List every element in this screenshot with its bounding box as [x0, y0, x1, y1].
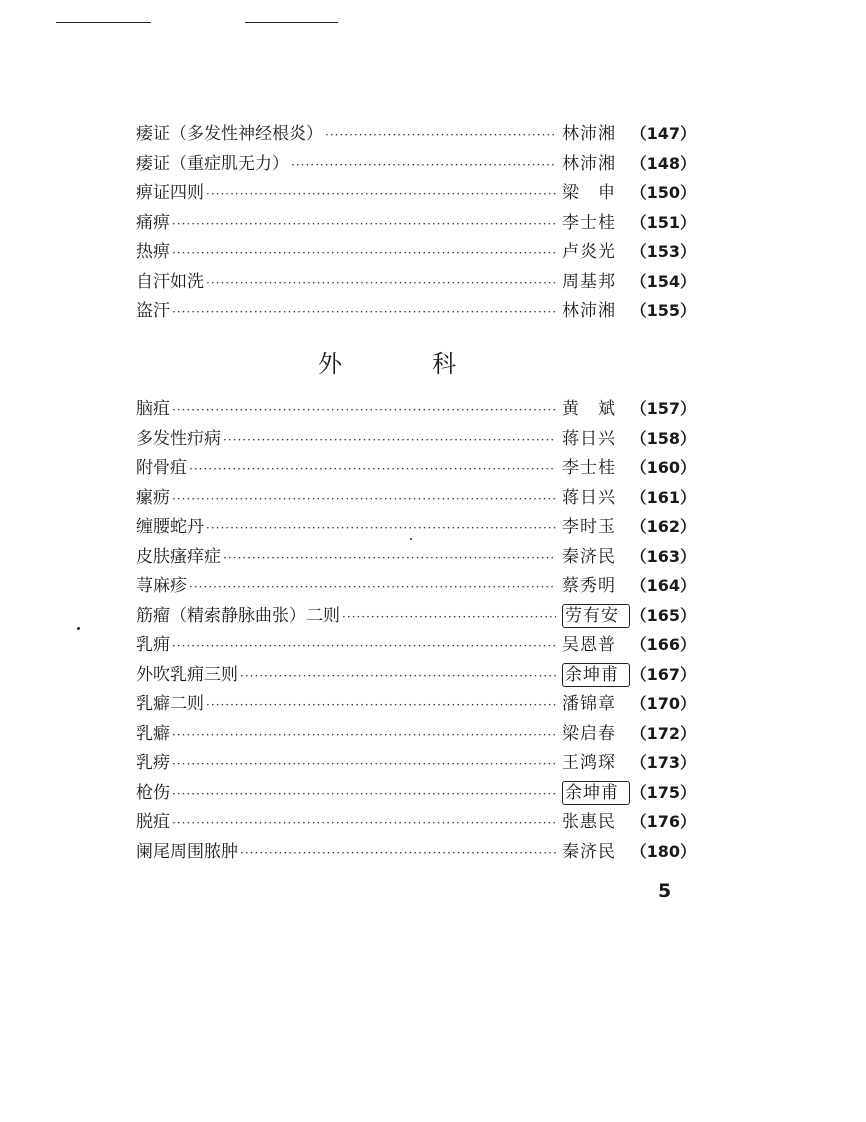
- section-heading-char-1: 外: [318, 350, 344, 378]
- toc-entry-title: 盗汗: [136, 301, 170, 321]
- toc-entry-page: （172）: [630, 723, 696, 743]
- toc-entry-title: 乳癖二则: [136, 694, 204, 714]
- toc-entry-leader-dots: [206, 514, 556, 544]
- toc-entry-page: （173）: [630, 753, 696, 772]
- toc-surgery: [136, 394, 696, 866]
- toc-entry-author: 李士桂: [562, 212, 616, 233]
- toc-entry-leader-dots: [172, 210, 556, 240]
- toc-entry-leader-dots: [172, 750, 556, 780]
- toc-entry-author: 蒋日兴: [562, 487, 616, 508]
- toc-entry-leader-dots: [342, 603, 556, 633]
- toc-entry-page: （162）: [630, 517, 696, 536]
- toc-entry: [136, 178, 696, 208]
- toc-entry-page: （170）: [630, 694, 696, 713]
- toc-entry-title: 乳痨: [136, 753, 170, 773]
- toc-entry-page: （158）: [630, 428, 696, 448]
- toc-entry-author: 林沛湘: [562, 301, 616, 321]
- toc-entry: [136, 296, 696, 326]
- toc-entry-title: 阑尾周围脓肿: [136, 841, 238, 862]
- toc-entry-title: 痿证（多发性神经根炎）: [136, 124, 323, 144]
- toc-entry: [136, 267, 696, 297]
- toc-entry-leader-dots: [189, 455, 556, 485]
- toc-entry-page: （161）: [630, 487, 696, 507]
- toc-entry-leader-dots: [291, 151, 556, 181]
- toc-entry-title: 多发性疖病: [136, 428, 221, 449]
- toc-entry-page: （153）: [630, 242, 696, 261]
- toc-entry-page: （180）: [630, 841, 696, 861]
- toc-entry-author: 周基邦: [562, 271, 616, 292]
- top-rule-left: [56, 22, 151, 23]
- toc-entry-author: 秦济民: [562, 841, 616, 862]
- toc-entry-title: 脑疽: [136, 399, 170, 419]
- toc-entry-leader-dots: [223, 544, 556, 574]
- toc-entry-author: 吴恩普: [562, 635, 616, 655]
- toc-entry-title: 痿证（重症肌无力）: [136, 153, 289, 174]
- toc-entry-leader-dots: [325, 121, 556, 151]
- toc-entry-author: 张惠民: [562, 812, 616, 832]
- toc-entry-title: 乳癖: [136, 723, 170, 744]
- toc-entry-leader-dots: [206, 269, 556, 299]
- toc-entry-title: 枪伤: [136, 782, 170, 803]
- toc-entry-title: 皮肤瘙痒症: [136, 546, 221, 567]
- toc-entry-leader-dots: [172, 632, 556, 662]
- toc-entry-page: （151）: [630, 212, 696, 232]
- toc-entry: [136, 453, 696, 483]
- toc-entry: [136, 149, 696, 179]
- toc-entry-leader-dots: [172, 298, 556, 328]
- toc-entry-page: （163）: [630, 546, 696, 566]
- toc-entry-title: 热痹: [136, 242, 170, 262]
- toc-entry-leader-dots: [172, 396, 556, 426]
- toc-entry-leader-dots: [172, 721, 556, 751]
- toc-entry-page: （164）: [630, 576, 696, 595]
- toc-entry-page: （157）: [630, 399, 696, 418]
- toc-entry: [136, 719, 696, 749]
- toc-entry-title: 瘰疬: [136, 487, 170, 508]
- toc-entry-leader-dots: [206, 180, 556, 210]
- toc-entry-title: 荨麻疹: [136, 576, 187, 596]
- toc-entry-leader-dots: [206, 691, 556, 721]
- toc-entry-author: 潘锦章: [562, 694, 616, 714]
- toc-entry-page: （147）: [630, 124, 696, 143]
- toc-entry: [136, 660, 696, 690]
- section-heading-char-2: 科: [432, 350, 458, 378]
- toc-entry-leader-dots: [172, 485, 556, 515]
- toc-entry-title: 乳痈: [136, 635, 170, 655]
- toc-entry-title: 痛痹: [136, 212, 170, 233]
- toc-entry-page: （166）: [630, 635, 696, 654]
- toc-entry-page: （165）: [630, 605, 696, 625]
- toc-entry: [136, 119, 696, 149]
- toc-entry-author: 蒋日兴: [562, 428, 616, 449]
- toc-entry: [136, 601, 696, 631]
- toc-entry-leader-dots: [172, 809, 556, 839]
- toc-entry-page: （148）: [630, 153, 696, 173]
- toc-entry: [136, 237, 696, 267]
- toc-entry: [136, 424, 696, 454]
- scan-speck: [410, 538, 412, 540]
- toc-entry-title: 自汗如洗: [136, 271, 204, 292]
- toc-entry-leader-dots: [240, 839, 556, 869]
- toc-internal-medicine-continued: [136, 119, 696, 326]
- toc-entry: [136, 689, 696, 719]
- toc-entry-leader-dots: [172, 239, 556, 269]
- toc-entry-page: （175）: [630, 782, 696, 802]
- top-rule-right: [245, 22, 338, 23]
- toc-entry: [136, 571, 696, 601]
- toc-entry-author: 梁启春: [562, 723, 616, 744]
- section-heading-surgery: [318, 344, 458, 379]
- toc-entry-page: （150）: [630, 183, 696, 202]
- toc-entry-page: （155）: [630, 301, 696, 320]
- toc-entry-author: 秦济民: [562, 546, 616, 567]
- toc-entry-author: 余坤甫: [562, 663, 630, 687]
- toc-entry: [136, 778, 696, 808]
- toc-entry-leader-dots: [189, 573, 556, 603]
- toc-entry: [136, 837, 696, 867]
- toc-entry-author: 李时玉: [562, 517, 616, 537]
- toc-entry-author: 劳有安: [562, 604, 630, 628]
- toc-entry-leader-dots: [223, 426, 556, 456]
- toc-entry: [136, 748, 696, 778]
- toc-entry-author: 黄 斌: [562, 399, 616, 419]
- toc-entry-author: 李士桂: [562, 458, 616, 478]
- toc-entry-author: 林沛湘: [562, 153, 616, 174]
- toc-entry-leader-dots: [172, 780, 556, 810]
- toc-entry: [136, 807, 696, 837]
- toc-entry-author: 余坤甫: [562, 781, 630, 805]
- toc-entry: [136, 512, 696, 542]
- toc-entry-author: 梁 申: [562, 183, 616, 203]
- toc-entry-author: 王鸿琛: [562, 753, 616, 773]
- toc-entry-author: 林沛湘: [562, 124, 616, 144]
- toc-entry-page: （167）: [630, 664, 696, 684]
- toc-entry-author: 蔡秀明: [562, 576, 616, 596]
- toc-entry: [136, 394, 696, 424]
- toc-entry-page: （154）: [630, 271, 696, 291]
- toc-entry-author: 卢炎光: [562, 242, 616, 262]
- toc-entry-page: （176）: [630, 812, 696, 831]
- toc-entry: [136, 483, 696, 513]
- toc-entry-page: （160）: [630, 458, 696, 477]
- toc-entry-title: 外吹乳痈三则: [136, 664, 238, 685]
- toc-entry-title: 缠腰蛇丹: [136, 517, 204, 537]
- toc-entry-title: 脱疽: [136, 812, 170, 832]
- toc-entry-title: 附骨疽: [136, 458, 187, 478]
- toc-entry-title: 筋瘤（精索静脉曲张）二则: [136, 605, 340, 626]
- toc-entry: [136, 542, 696, 572]
- toc-entry: [136, 208, 696, 238]
- toc-entry-leader-dots: [240, 662, 556, 692]
- toc-entry-title: 痹证四则: [136, 183, 204, 203]
- scan-speck: [77, 627, 80, 630]
- toc-entry: [136, 630, 696, 660]
- page-number: 5: [658, 880, 672, 902]
